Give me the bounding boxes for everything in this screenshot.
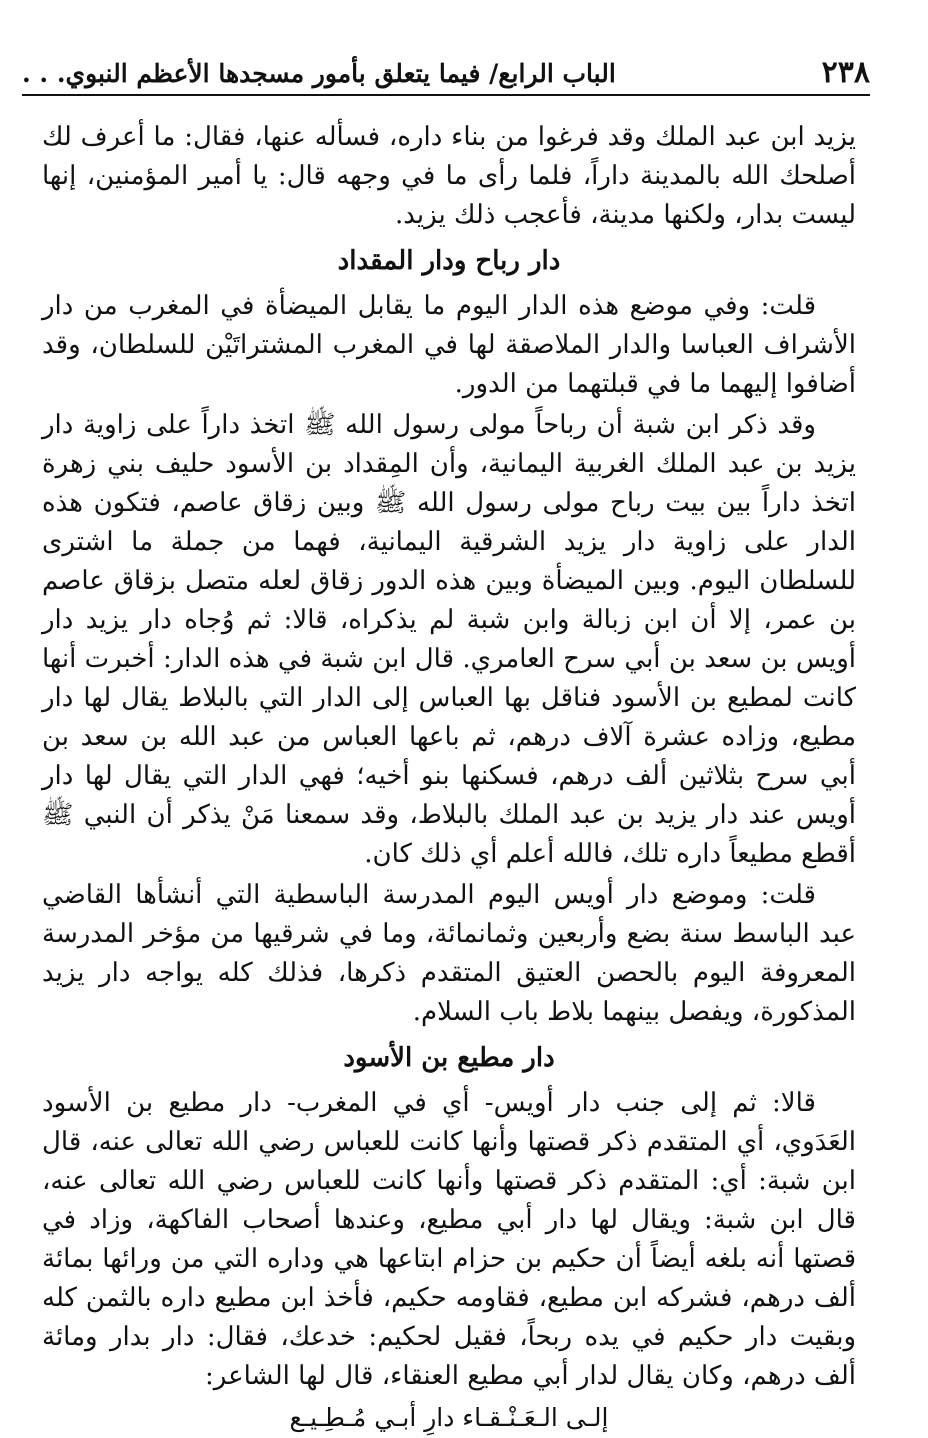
paragraph-3: وقد ذكر ابن شبة أن رباحاً مولى رسول الله ﷺ اتخذ داراً على زاوية دار يزيد بن عبد الملك الغربية اليمانية، وأن المِقداد بن الأسود حليف بني زهرة اتخذ داراً بين بيت رباح مولى رسول الله ﷺ وبين زقاق عاصم، فتكون هذه الدار على زاوية دار يزيد الشرقية اليمانية، فهما من جملة ما اشترى للسلطان اليوم. وبين الميضأة وبين هذه الدور زقاق لعله متصل بزقاق عاصم بن عمر، إلا أن ابن زبالة وابن شبة لم يذكراه، قالا: ثم وُجاه دار يزيد دار أويس بن سعد بن أبي سرح العامري. قال ابن شبة في هذه الدار: أخبرت أنها كانت لمطيع بن الأسود فناقل بها العباس إلى الدار التي بالبلاط يقال لها دار مطيع، وزاده عشرة آلاف درهم، ثم باعها العباس من عبد الله بن سعد بن أبي سرح بثلاثين ألف درهم، فسكنها بنو أخيه؛ فهي الدار التي يقال لها دار أويس عند دار يزيد بن عبد الملك بالبلاط، وقد سمعنا مَنْ يذكر أن النبي ﷺ أقطع مطيعاً داره تلك، فالله أعلم أي ذلك كان. bbox=[42, 410, 856, 869]
poetry-verse: إلـى الـعَـنْـقـاء دارِ أبـي مُـطِـيـع bbox=[289, 1403, 609, 1432]
paragraph-2: قلت: وفي موضع هذه الدار اليوم ما يقابل الميضأة في المغرب من دار الأشراف العباسا والدار الملاصقة لها في المغرب المشتراتَيْن للسلطان، وقد أضافوا إليهما ما في قبلتهما من الدور. bbox=[42, 291, 857, 399]
page-header bbox=[22, 52, 870, 96]
section-heading-mutee: دار مطيع بن الأسود bbox=[343, 1043, 555, 1073]
paragraph-4: قلت: وموضع دار أويس اليوم المدرسة الباسطية التي أنشأها القاضي عبد الباسط سنة بضع وأربعين وثمانمائة، وما في شرقيها من مؤخر المدرسة المعروفة اليوم بالحصن العتيق المتقدم ذكرها، فذلك كله يواجه دار يزيد المذكورة، ويفصل بينهما بلاط باب السلام. bbox=[42, 880, 856, 1027]
section-heading-rabah-miqdad: دار رباح ودار المقداد bbox=[337, 246, 561, 276]
running-title: الباب الرابع/ فيما يتعلق بأمور مسجدها الأعظم النبوي. . . bbox=[22, 58, 616, 88]
page-number: ٢٣٨ bbox=[821, 55, 870, 90]
paragraph-5: قالا: ثم إلى جنب دار أويس- أي في المغرب- دار مطيع بن الأسود العَدَوي، أي المتقدم ذكر قصتها وأنها كانت للعباس رضي الله تعالى عنه، قال ابن شبة: أي: المتقدم ذكر قصتها وأنها كانت للعباس رضي الله تعالى عنه، قال ابن شبة: ويقال لها دار أبي مطيع، وعندها أصحاب الفاكهة، وزاد في قصتها أنه بلغه أيضاً أن حكيم بن حزام ابتاعها هي وداره التي من ورائها بمائة ألف درهم، فشركه ابن مطيع، فقاومه حكيم، فأخذ ابن مطيع داره بالثمن كله وبقيت دار حكيم في يده ربحاً، فقيل لحكيم: خدعك، فقال: دار بدار ومائة ألف درهم، وكان يقال لدار أبي مطيع العنقاء، قال لها الشاعر: bbox=[42, 1088, 856, 1391]
page-body bbox=[42, 118, 856, 1438]
paragraph-1: يزيد ابن عبد الملك وقد فرغوا من بناء داره، فسأله عنها، فقال: ما أعرف لك أصلحك الله بالمدينة داراً، فلما رأى ما في وجهه قال: يا أمير المؤمنين، إنها ليست بدار، ولكنها مدينة، فأعجب ذلك يزيد. bbox=[42, 122, 856, 230]
